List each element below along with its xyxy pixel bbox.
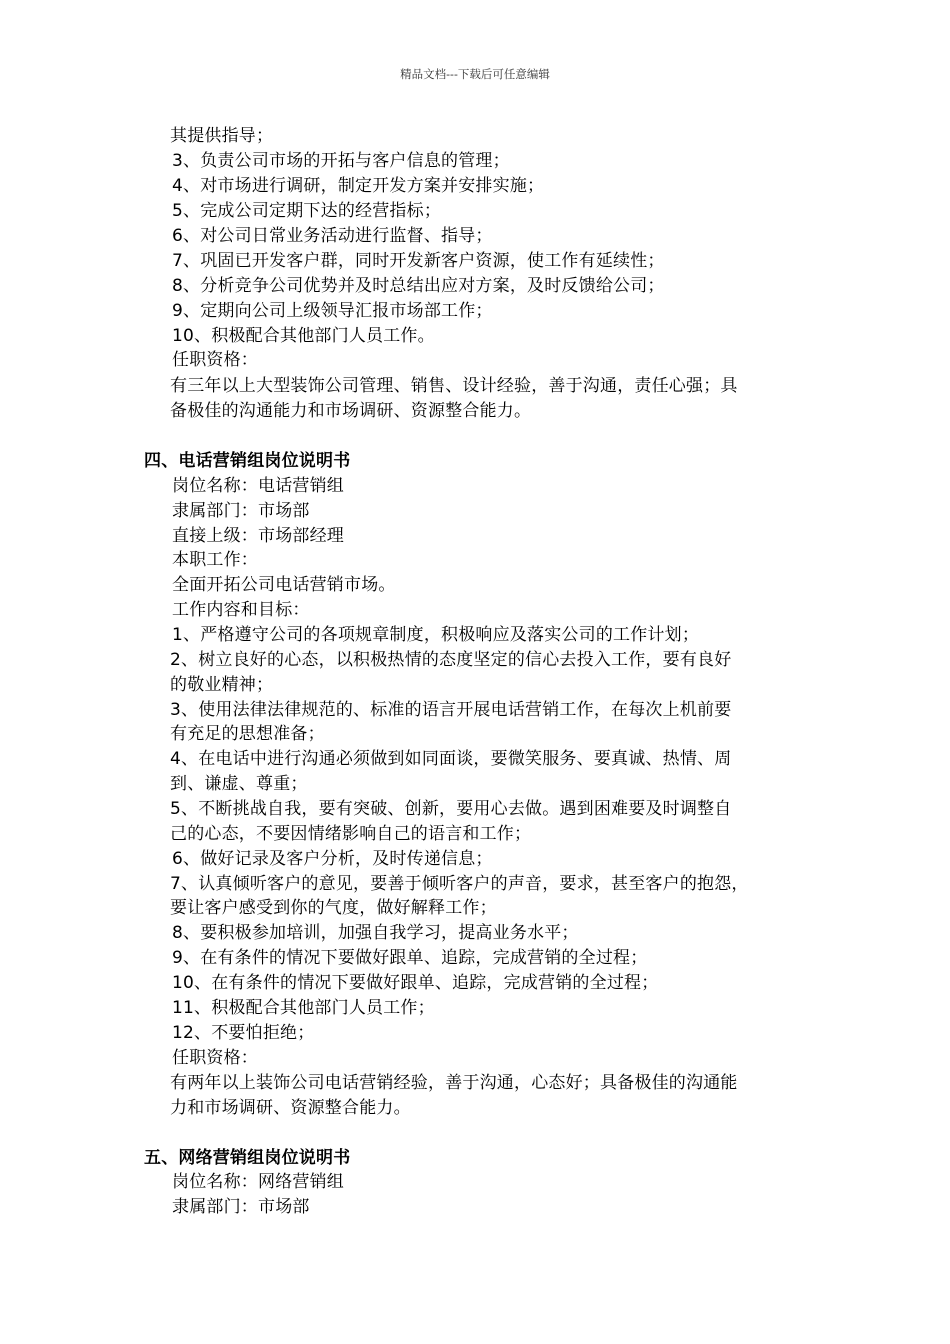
text-line: 其提供指导； [170,126,274,146]
text-line: 工作内容和目标： [172,600,310,620]
text-line: 8、要积极参加培训，加强自我学习，提高业务水平； [172,923,579,943]
text-line: 3、使用法律法律规范的、标准的语言开展电话营销工作，在每次上机前要 [170,700,732,720]
text-line: 1、严格遵守公司的各项规章制度，积极响应及落实公司的工作计划； [172,625,700,645]
text-line: 8、分析竞争公司优势并及时总结出应对方案，及时反馈给公司； [172,276,665,296]
text-line: 4、在电话中进行沟通必须做到如同面谈，要微笑服务、要真诚、热情、周 [170,749,732,769]
text-line: 9、在有条件的情况下要做好跟单、追踪，完成营销的全过程； [172,948,648,968]
text-line: 6、做好记录及客户分析，及时传递信息； [172,849,493,869]
text-line: 5、完成公司定期下达的经营指标； [172,201,442,221]
section-heading: 五、网络营销组岗位说明书 [144,1148,351,1168]
text-line: 直接上级：市场部经理 [172,526,344,546]
text-line: 11、积极配合其他部门人员工作； [172,998,435,1018]
text-line: 岗位名称：网络营销组 [172,1172,344,1192]
text-line: 己的心态，不要因情绪影响自己的语言和工作； [170,824,532,844]
text-line: 有两年以上装饰公司电话营销经验，善于沟通，心态好；具备极佳的沟通能 [170,1073,738,1093]
text-line: 3、负责公司市场的开拓与客户信息的管理； [172,151,510,171]
section-heading: 四、电话营销组岗位说明书 [144,451,351,471]
text-line: 10、积极配合其他部门人员工作。 [172,326,435,346]
page-header: 精品文档---下载后可任意编辑 [400,67,550,81]
text-line: 隶属部门：市场部 [172,501,310,521]
text-line: 7、认真倾听客户的意见，要善于倾听客户的声音，要求，甚至客户的抱怨， [170,874,749,894]
text-line: 7、巩固已开发客户群，同时开发新客户资源，使工作有延续性； [172,251,665,271]
text-line: 备极佳的沟通能力和市场调研、资源整合能力。 [170,401,532,421]
text-line: 6、对公司日常业务活动进行监督、指导； [172,226,493,246]
text-line: 9、定期向公司上级领导汇报市场部工作； [172,301,493,321]
text-line: 2、树立良好的心态，以积极热情的态度坚定的信心去投入工作，要有良好 [170,650,732,670]
text-line: 本职工作： [172,550,258,570]
text-line: 岗位名称：电话营销组 [172,476,344,496]
text-line: 有三年以上大型装饰公司管理、销售、设计经验，善于沟通，责任心强；具 [170,376,738,396]
text-line: 的敬业精神； [170,675,274,695]
text-line: 4、对市场进行调研，制定开发方案并安排实施； [172,176,545,196]
text-line: 12、不要怕拒绝； [172,1023,315,1043]
text-line: 要让客户感受到你的气度，做好解释工作； [170,898,497,918]
text-line: 10、在有条件的情况下要做好跟单、追踪，完成营销的全过程； [172,973,659,993]
text-line: 任职资格： [172,350,258,370]
text-line: 任职资格： [172,1048,258,1068]
text-line: 隶属部门：市场部 [172,1197,310,1217]
text-line: 到、谦虚、尊重； [170,774,308,794]
text-line: 有充足的思想准备； [170,724,325,744]
text-line: 力和市场调研、资源整合能力。 [170,1098,411,1118]
text-line: 全面开拓公司电话营销市场。 [172,575,396,595]
text-line: 5、不断挑战自我，要有突破、创新，要用心去做。遇到困难要及时调整自 [170,799,732,819]
